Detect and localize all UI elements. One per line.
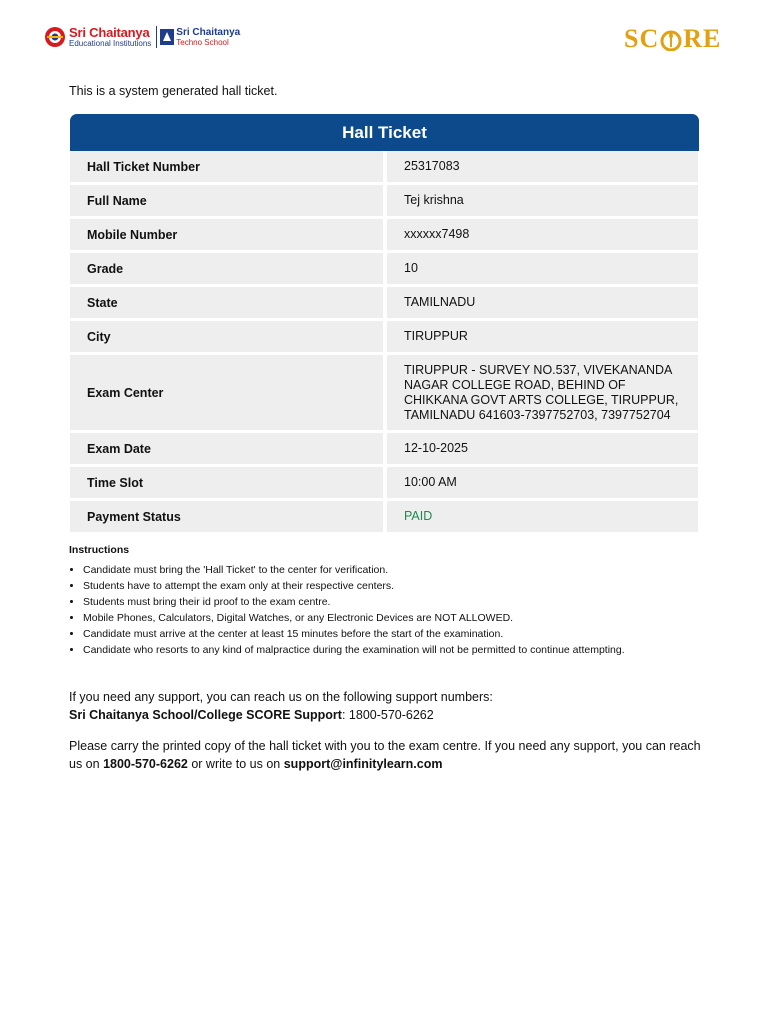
intro-text: This is a system generated hall ticket.	[69, 84, 278, 98]
row-value: xxxxxx7498	[387, 219, 698, 250]
score-torch-icon	[660, 29, 682, 51]
row-label: Payment Status	[70, 501, 383, 532]
row-label: Exam Date	[70, 433, 383, 464]
row-value: TAMILNADU	[387, 287, 698, 318]
support-email: support@infinitylearn.com	[283, 757, 443, 771]
score-wordmark-left: SC	[624, 24, 660, 53]
hall-ticket-title: Hall Ticket	[70, 114, 699, 151]
hall-ticket-table	[70, 114, 699, 532]
page-header	[0, 0, 768, 70]
row-value: 25317083	[387, 151, 698, 182]
brand-subtitle: Educational Institutions	[69, 39, 152, 48]
row-label: Full Name	[70, 185, 383, 216]
support-label: Sri Chaitanya School/College SCORE Support	[69, 708, 342, 722]
table-row	[70, 216, 699, 250]
techno-name: Sri Chaitanya	[176, 26, 241, 38]
row-value: Tej krishna	[387, 185, 698, 216]
table-row	[70, 250, 699, 284]
carry-notice	[69, 737, 709, 773]
table-row	[70, 430, 699, 464]
instructions-section	[69, 544, 709, 660]
sri-chaitanya-logo	[44, 26, 240, 48]
brand-name: Sri Chaitanya	[69, 25, 150, 40]
table-row	[70, 284, 699, 318]
row-value: TIRUPPUR - SURVEY NO.537, VIVEKANANDA NAGAR COLLEGE ROAD, BEHIND OF CHIKKANA GOVT ARTS COLLEGE, TIRUPPUR, TAMILNADU 641603-7397752703, 7397752704	[387, 355, 698, 430]
row-label: State	[70, 287, 383, 318]
row-value: 12-10-2025	[387, 433, 698, 464]
instructions-title: Instructions	[69, 544, 130, 556]
techno-school-emblem-icon	[160, 29, 174, 45]
list-item: • Students must bring their id proof to the exam centre.	[83, 596, 709, 609]
row-label: Mobile Number	[70, 219, 383, 250]
row-label: Time Slot	[70, 467, 383, 498]
row-value: 10	[387, 253, 698, 284]
table-row	[70, 318, 699, 352]
logo-divider	[156, 26, 157, 48]
row-value: 10:00 AM	[387, 467, 698, 498]
row-label: Hall Ticket Number	[70, 151, 383, 182]
list-item: • Candidate who resorts to any kind of malpractice during the examination will not be permitted to continue attempting.	[83, 644, 709, 657]
techno-subtitle: Techno School	[176, 37, 229, 47]
row-value: TIRUPPUR	[387, 321, 698, 352]
support-number: : 1800-570-6262	[341, 708, 434, 722]
instructions-list	[69, 564, 709, 657]
support-number-line	[69, 706, 709, 724]
support-section	[69, 688, 709, 724]
score-wordmark-right: RE	[683, 24, 722, 53]
support-line: If you need any support, you can reach us on the following support numbers:	[69, 690, 493, 704]
table-row	[70, 182, 699, 216]
list-item: • Students have to attempt the exam only at their respective centers.	[83, 580, 709, 593]
list-item: • Mobile Phones, Calculators, Digital Watches, or any Electronic Devices are NOT ALLOWED.	[83, 612, 709, 625]
table-row	[70, 352, 699, 430]
row-label: City	[70, 321, 383, 352]
row-label: Grade	[70, 253, 383, 284]
list-item: • Candidate must bring the 'Hall Ticket' to the center for verification.	[83, 564, 709, 577]
table-row	[70, 464, 699, 498]
carry-text-2: or write to us on	[187, 757, 284, 771]
sri-chaitanya-emblem-icon	[44, 26, 66, 48]
carry-text-1: Please carry the printed copy of the hall ticket with you to the exam centre. If you need any support, you can reach us on	[69, 739, 701, 771]
table-row	[70, 498, 699, 532]
techno-school-logo	[160, 28, 240, 47]
payment-status-value: PAID	[387, 501, 698, 532]
list-item: • Candidate must arrive at the center at least 15 minutes before the start of the examination.	[83, 628, 709, 641]
score-wordmark	[624, 24, 721, 54]
row-label: Exam Center	[70, 355, 383, 430]
table-row	[70, 151, 699, 182]
support-phone: 1800-570-6262	[103, 757, 188, 771]
score-logo	[624, 12, 734, 58]
